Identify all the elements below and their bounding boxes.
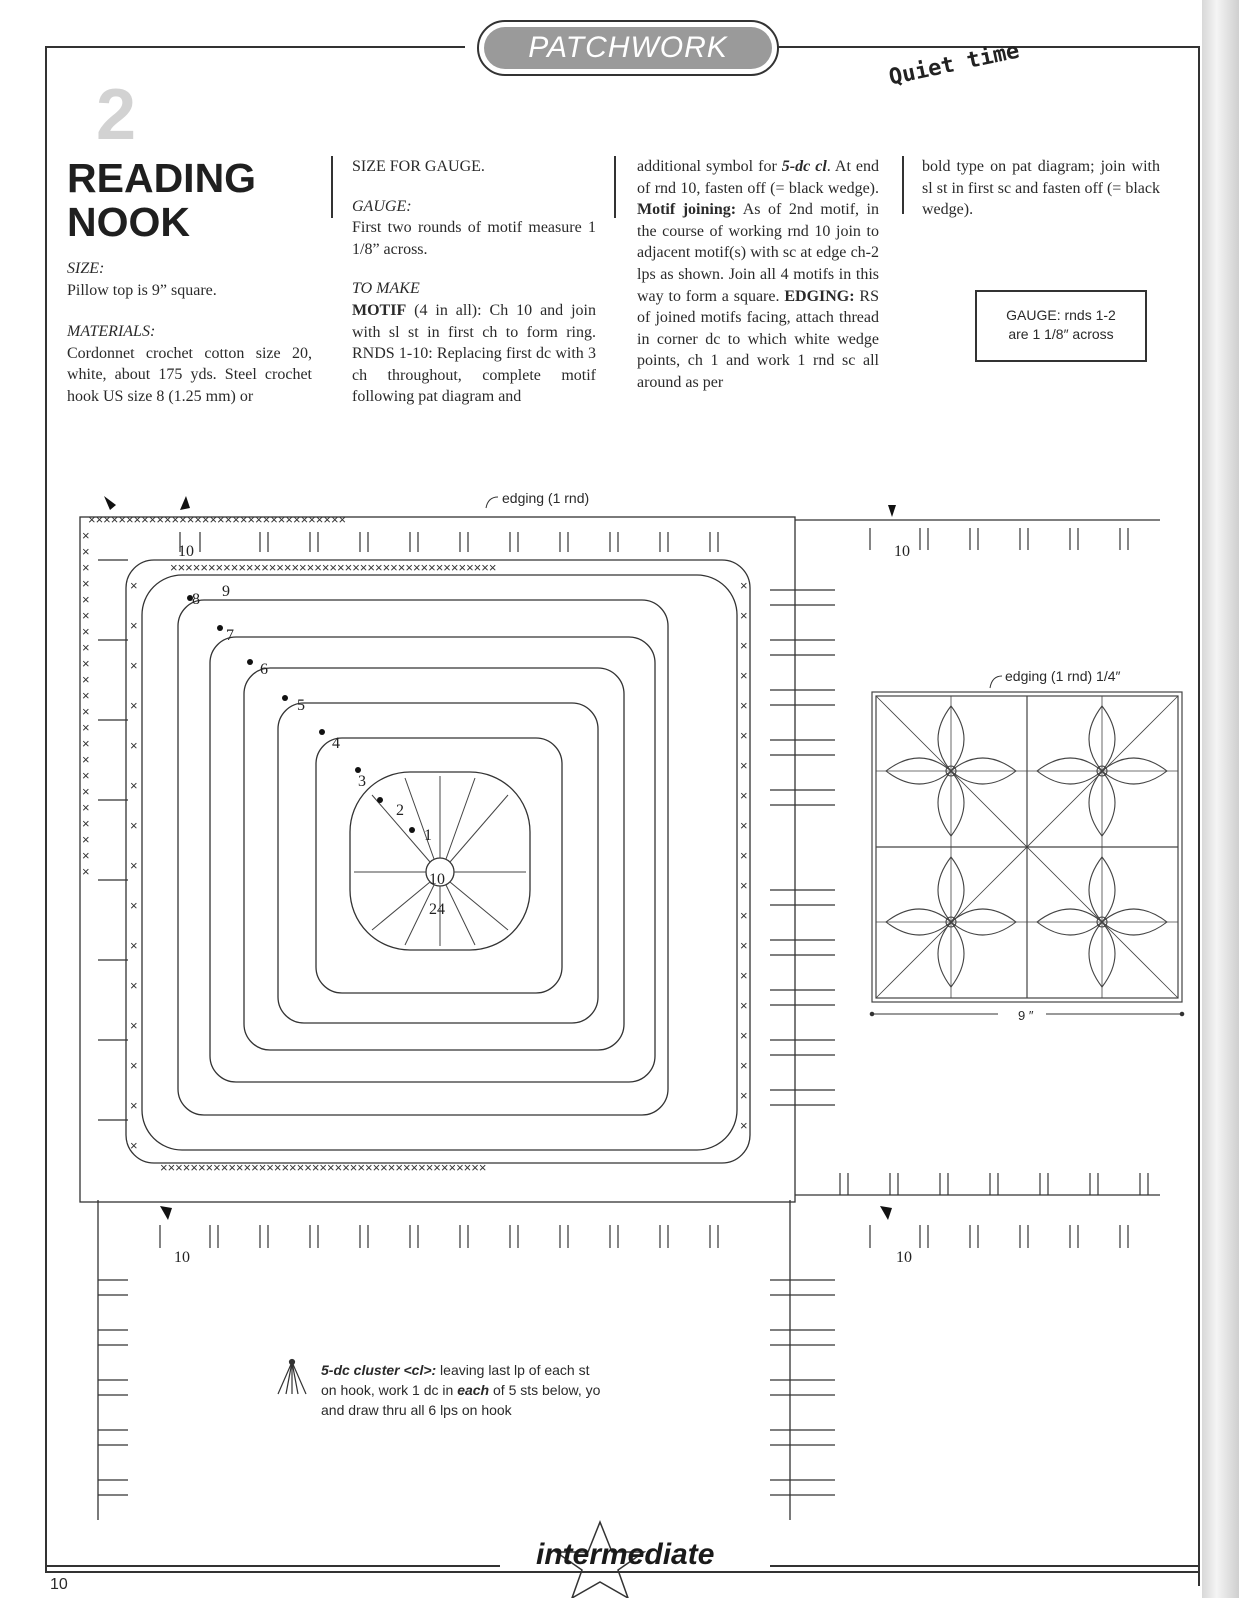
project-number: 2 <box>96 75 137 155</box>
tagline: Quiet time <box>886 38 1022 91</box>
round-3-label: 3 <box>358 773 366 790</box>
svg-text:×: × <box>740 728 748 743</box>
svg-text:×: × <box>82 848 90 863</box>
chain-10-top-left: 10 <box>178 543 194 560</box>
title-line-1: READING <box>67 155 257 201</box>
cluster-legend-title: 5-dc cluster <cl>: <box>321 1362 437 1378</box>
svg-text:×: × <box>130 658 138 673</box>
svg-text:×: × <box>82 592 90 607</box>
svg-text:×: × <box>740 998 748 1013</box>
svg-text:×: × <box>740 878 748 893</box>
joining-heading: Motif joining: <box>637 201 737 219</box>
svg-text:×: × <box>130 1018 138 1033</box>
svg-text:××××××××××××××××××××××××××××××: ××××××××××××××××××××××××××××××××××××××××××× <box>160 1160 487 1175</box>
svg-text:×: × <box>82 672 90 687</box>
chain-10-top-right: 10 <box>894 543 910 560</box>
svg-text:×: × <box>130 1138 138 1153</box>
svg-text:×: × <box>130 858 138 873</box>
dc-stitches <box>160 528 1148 1248</box>
svg-text:×: × <box>130 1058 138 1073</box>
svg-text:×: × <box>740 1088 748 1103</box>
round-8-label: 8 <box>192 591 200 608</box>
svg-text:×: × <box>130 698 138 713</box>
motif-text: (4 in all): Ch 10 and join with sl st in first ch to form ring. RNDS 1-10: Replacing first dc with 3 ch throughout, complete motif following pat diagram and <box>352 301 596 406</box>
materials-text: Cordonnet crochet cotton size 20, white, about 175 yds. Steel crochet hook US size 8 (1.25 mm) or <box>67 344 312 405</box>
chart-rounds <box>80 517 1160 1520</box>
cluster-term: 5-dc cl <box>781 158 827 175</box>
round-5-label: 5 <box>297 697 305 714</box>
side-dc-ticks <box>98 560 835 1495</box>
layout-diagram <box>872 692 1182 1002</box>
svg-text:×: × <box>82 720 90 735</box>
svg-text:×: × <box>740 938 748 953</box>
skill-level: intermediate <box>536 1538 715 1571</box>
svg-text:×: × <box>740 788 748 803</box>
size-label: SIZE: <box>67 260 105 277</box>
svg-text:×: × <box>740 578 748 593</box>
round-9-label: 9 <box>222 583 230 600</box>
svg-text:×: × <box>82 752 90 767</box>
page-number: 10 <box>50 1576 68 1593</box>
svg-text:×: × <box>130 1098 138 1113</box>
svg-text:×: × <box>82 768 90 783</box>
col3-text-a: additional symbol for <box>637 158 782 175</box>
svg-text:×: × <box>82 640 90 655</box>
center-ring-label: 10 <box>429 871 445 888</box>
round-6-label: 6 <box>260 661 268 678</box>
size-for-gauge: SIZE FOR GAUGE. <box>352 158 485 175</box>
layout-dimension-label: 9 ″ <box>1018 1008 1034 1023</box>
to-make-label: TO MAKE <box>352 280 420 298</box>
svg-text:×: × <box>82 528 90 543</box>
svg-text:×: × <box>130 778 138 793</box>
svg-text:×: × <box>82 560 90 575</box>
svg-text:×: × <box>740 638 748 653</box>
round-2-label: 2 <box>396 802 404 819</box>
svg-text:×: × <box>82 608 90 623</box>
chain-10-bottom-right: 10 <box>896 1249 912 1266</box>
svg-text:×: × <box>82 656 90 671</box>
title-line-2: NOOK <box>67 199 190 245</box>
edging-leader-line <box>486 497 498 508</box>
svg-text:×: × <box>740 908 748 923</box>
svg-text:×: × <box>740 848 748 863</box>
round-7-label: 7 <box>226 627 234 644</box>
cluster-legend-text-b: of 5 sts below, yo and draw thru all 6 lps on hook <box>321 1382 601 1418</box>
materials-label: MATERIALS: <box>67 323 156 341</box>
round-start-marks <box>187 595 415 833</box>
svg-text:×: × <box>82 784 90 799</box>
svg-text:×: × <box>740 968 748 983</box>
svg-text:×: × <box>130 898 138 913</box>
edging-side-marks <box>82 528 748 1153</box>
svg-text:××××××××××××××××××××××××××××××: ××××××××××××××××××××××××××××××××××××××××××× <box>170 560 497 575</box>
edging-text: RS of joined motifs facing, attach thread in corner dc to which white wedge points, ch 1 and work 1 rnd sc all around as per <box>637 287 880 391</box>
svg-text:×: × <box>740 758 748 773</box>
svg-text:×: × <box>740 698 748 713</box>
cluster-legend-each: each <box>457 1382 490 1398</box>
svg-text:×: × <box>82 800 90 815</box>
edging-heading: EDGING: <box>784 287 855 305</box>
gauge-box-line-1: GAUGE: rnds 1-2 <box>1006 307 1116 323</box>
cluster-symbol-icon <box>278 1360 306 1395</box>
round-4-label: 4 <box>332 735 340 752</box>
svg-text:×: × <box>82 864 90 879</box>
svg-text:×: × <box>82 576 90 591</box>
svg-text:×: × <box>82 624 90 639</box>
col4-text: bold type on pat diagram; join with sl st in first sc and fasten off (= black wedge). <box>922 158 1160 219</box>
round-1-label: 1 <box>424 827 432 844</box>
section-tab-label: PATCHWORK <box>484 27 772 69</box>
edging-sc-marks <box>88 512 496 1175</box>
edging-1-4-leader <box>990 676 1002 688</box>
svg-text:×: × <box>130 738 138 753</box>
svg-text:×: × <box>740 1028 748 1043</box>
svg-text:×: × <box>82 704 90 719</box>
chain-10-bottom-left: 10 <box>174 1249 190 1266</box>
size-text: Pillow top is 9” square. <box>67 281 217 299</box>
svg-text:×: × <box>130 978 138 993</box>
svg-text:×: × <box>740 1058 748 1073</box>
motif-heading: MOTIF <box>352 301 407 319</box>
cluster-legend <box>321 1360 601 1420</box>
svg-text:×: × <box>740 608 748 623</box>
svg-text:×: × <box>740 818 748 833</box>
joining-text: As of 2nd motif, in the course of working rnd 10 join to adjacent motif(s) with sc at edge ch-2 lps as shown. Join all 4 motifs in this way to form a square. <box>637 201 880 305</box>
svg-text:×: × <box>740 1118 748 1133</box>
cluster-legend-text-a: leaving last lp of each st on hook, work 1 dc in <box>321 1362 590 1398</box>
svg-text:×: × <box>82 832 90 847</box>
svg-text:×: × <box>82 736 90 751</box>
svg-text:××××××××××××××××××××××××××××××: ×××××××××××××××××××××××××××××××××× <box>88 512 347 527</box>
svg-text:×: × <box>130 938 138 953</box>
svg-text:×: × <box>130 578 138 593</box>
center-count-label: 24 <box>429 901 445 918</box>
svg-text:×: × <box>130 618 138 633</box>
gauge-text: First two rounds of motif measure 1 1/8” across. <box>352 219 596 258</box>
svg-text:×: × <box>740 668 748 683</box>
gauge-box-line-2: are 1 1/8″ across <box>1008 326 1114 342</box>
col3-text-b: . At end of rnd 10, fasten off (= black wedge). <box>637 158 879 197</box>
gauge-label: GAUGE: <box>352 197 412 215</box>
layout-edging-label: edging (1 rnd) 1/4″ <box>1005 668 1121 684</box>
svg-text:×: × <box>82 544 90 559</box>
svg-text:×: × <box>82 816 90 831</box>
edging-label: edging (1 rnd) <box>502 490 590 506</box>
svg-text:×: × <box>82 688 90 703</box>
svg-text:×: × <box>130 818 138 833</box>
